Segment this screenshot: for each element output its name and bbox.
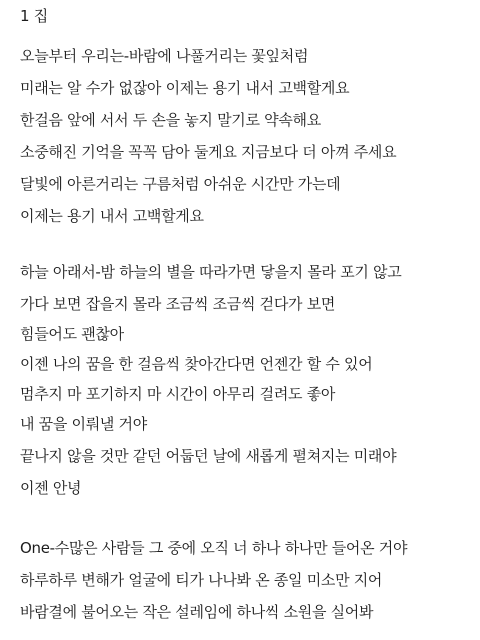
lyric-line: 소중해진 기억을 꼭꼭 담아 둘게요 지금보다 더 아껴 주세요	[20, 143, 397, 161]
lyric-line: 하늘 아래서-밤 하늘의 별을 따라가면 닿을지 몰라 포기 않고	[20, 263, 402, 281]
lyric-line: 하루하루 변해가 얼굴에 티가 나나봐 온 종일 미소만 지어	[20, 571, 383, 589]
lyric-line: 한걸음 앞에 서서 두 손을 놓지 말기로 약속해요	[20, 111, 321, 129]
lyric-line: 가다 보면 잡을지 몰라 조금씩 조금씩 걷다가 보면	[20, 295, 336, 313]
page-title: 1 집	[20, 7, 48, 25]
lyric-line: 미래는 알 수가 없잖아 이제는 용기 내서 고백할게요	[20, 79, 350, 97]
lyric-line: 오늘부터 우리는-바람에 나풀거리는 꽃잎처럼	[20, 47, 309, 65]
lyric-line: 이제는 용기 내서 고백할게요	[20, 207, 204, 225]
lyric-line: 달빛에 아른거리는 구름처럼 아쉬운 시간만 가는데	[20, 175, 341, 193]
lyric-line: 이젠 안녕	[20, 479, 82, 497]
lyric-line: One-수많은 사람들 그 중에 오직 너 하나 하나만 들어온 거야	[20, 539, 408, 557]
lyric-line: 내 꿈을 이뤄낼 거야	[20, 415, 147, 433]
lyric-line: 이젠 나의 꿈을 한 걸음씩 찾아간다면 언젠간 할 수 있어	[20, 355, 373, 373]
lyric-line: 바람결에 불어오는 작은 설레임에 하나씩 소원을 실어봐	[20, 603, 374, 621]
lyric-line: 끝나지 않을 것만 같던 어둡던 날에 새롭게 펼쳐지는 미래야	[20, 447, 397, 465]
lyric-line: 힘들어도 괜찮아	[20, 325, 124, 343]
lyric-line: 멈추지 마 포기하지 마 시간이 아무리 걸려도 좋아	[20, 385, 336, 403]
